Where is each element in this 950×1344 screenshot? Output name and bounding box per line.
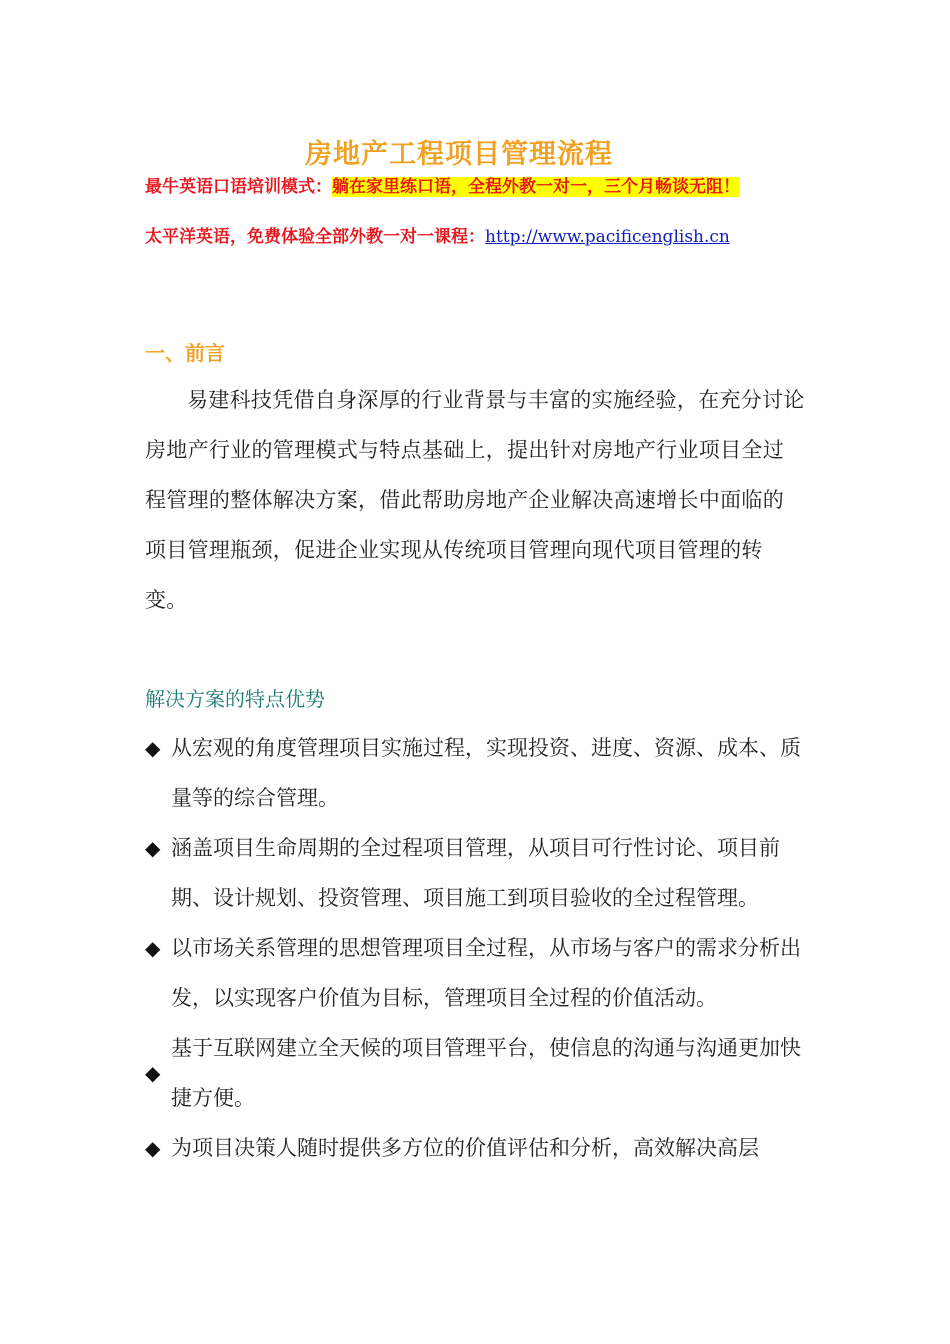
list-item-text: 为项目决策人随时提供多方位的价值评估和分析，高效解决高层 bbox=[171, 1136, 759, 1160]
section-heading-preface: 一、前言 bbox=[145, 341, 225, 365]
list-item bbox=[145, 1023, 810, 1123]
list-item-text: 涵盖项目生命周期的全过程项目管理，从项目可行性讨论、项目前期、设计规划、投资管理、项目施工到项目验收的全过程管理。 bbox=[171, 836, 780, 910]
black-diamond-icon: ◆ bbox=[145, 936, 161, 960]
features-heading: 解决方案的特点优势 bbox=[145, 687, 325, 711]
black-diamond-icon: ◆ bbox=[145, 1061, 161, 1085]
features-list bbox=[145, 723, 810, 1173]
promo-line-1-prefix: 最牛英语口语培训模式： bbox=[145, 177, 332, 197]
list-item bbox=[145, 823, 810, 923]
list-item bbox=[145, 923, 810, 1023]
black-diamond-icon: ◆ bbox=[145, 836, 161, 860]
list-item bbox=[145, 1123, 810, 1173]
document-title: 房地产工程项目管理流程 bbox=[305, 139, 613, 170]
list-item-text: 以市场关系管理的思想管理项目全过程，从市场与客户的需求分析出发，以实现客户价值为目标，管理项目全过程的价值活动。 bbox=[171, 936, 801, 1010]
list-item-text: 从宏观的角度管理项目实施过程，实现投资、进度、资源、成本、质量等的综合管理。 bbox=[171, 736, 801, 810]
list-item bbox=[145, 723, 810, 823]
preface-paragraph: 易建科技凭借自身深厚的行业背景与丰富的实施经验，在充分讨论房地产行业的管理模式与特点基础上，提出针对房地产行业项目全过程管理的整体解决方案，借此帮助房地产企业解决高速增长中面临的项目管理瓶颈，促进企业实现从传统项目管理向现代项目管理的转变。 bbox=[145, 388, 805, 612]
promo-link[interactable]: http://www.pacificenglish.cn bbox=[485, 227, 730, 247]
black-diamond-icon: ◆ bbox=[145, 1136, 161, 1160]
promo-line-2-prefix: 太平洋英语，免费体验全部外教一对一课程： bbox=[145, 227, 485, 247]
promo-highlight: 躺在家里练口语，全程外教一对一，三个月畅谈无阻！ bbox=[332, 177, 740, 197]
black-diamond-icon: ◆ bbox=[145, 736, 161, 760]
promo-line-2 bbox=[145, 225, 815, 250]
list-item-text: 基于互联网建立全天候的项目管理平台，使信息的沟通与沟通更加快捷方便。 bbox=[171, 1036, 801, 1110]
promo-line-1 bbox=[145, 175, 815, 200]
